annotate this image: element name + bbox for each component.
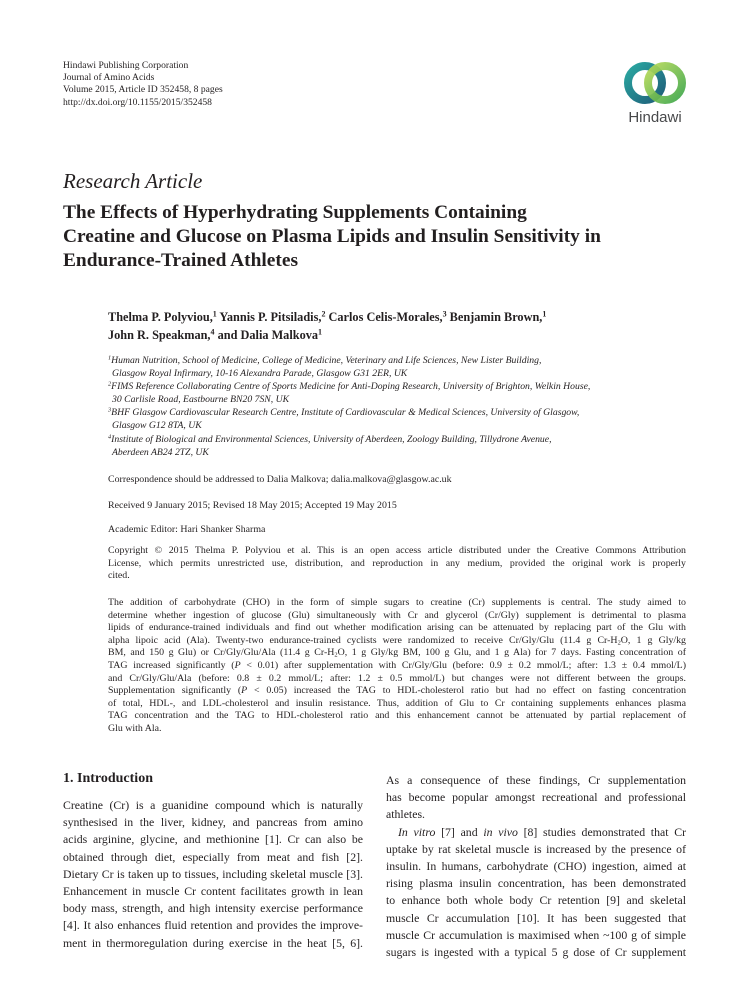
hindawi-logo xyxy=(612,56,698,136)
affil-line: Glasgow Royal Infirmary, 10-16 Alexandra Parade, Glasgow G31 2ER, UK xyxy=(112,368,408,380)
abstract-line: Glu with Ala. xyxy=(108,722,162,734)
body-line: muscle Cr accumulation is maximised when ~100 g of simple xyxy=(386,927,686,942)
dates: Received 9 January 2015; Revised 18 May 2015; Accepted 19 May 2015 xyxy=(108,500,397,511)
copyright-line: Copyright © 2015 Thelma P. Polyviou et al. This is an open access article distributed under the Creative Commons Attribution xyxy=(108,545,686,556)
abstract-line: and Cr/Gly/Glu/Ala (before: 0.8 ± 0.2 mmol/L; after: 1.2 ± 0.5 mmol/L) but changes were not different between the groups. xyxy=(108,672,686,684)
author-name: John R. Speakman, xyxy=(108,328,211,342)
affil-number: 3 xyxy=(108,406,112,414)
affil-line: Aberdeen AB24 2TZ, UK xyxy=(112,446,209,458)
article-title xyxy=(63,201,703,274)
author-name: Carlos Celis-Morales, xyxy=(328,310,443,324)
affiliations xyxy=(108,354,708,459)
abstract-line: determine whether ingestion of glucose (Glu) simultaneously with Cr and glycerol (Cr/Gly) supplement is detrimental to plasma xyxy=(108,609,686,621)
body-line: rising plasma insulin concentration, has been demonstrated xyxy=(386,876,686,891)
body-line: As a consequence of these findings, Cr supplementation xyxy=(386,773,686,787)
publisher: Hindawi Publishing Corporation xyxy=(63,60,189,71)
body-line: insulin. In humans, carbohydrate (CHO) ingestion, aimed at xyxy=(386,859,686,874)
correspondence: Correspondence should be addressed to Dalia Malkova; dalia.malkova@glasgow.ac.uk xyxy=(108,474,452,485)
title-line: Endurance-Trained Athletes xyxy=(63,250,299,272)
academic-editor: Academic Editor: Hari Shanker Sharma xyxy=(108,524,266,535)
body-line: Dietary Cr is taken up to tissues, including skeletal muscle [3]. xyxy=(63,866,363,881)
affil-marker: 1 xyxy=(212,309,217,319)
affil-line: FIMS Reference Collaborating Centre of Sports Medicine for Anti-Doping Research, University of Brighton, Welkin House, xyxy=(111,381,591,393)
body-line: [4]. It also enhances fluid retention and provides the improve- xyxy=(63,918,363,933)
author-list xyxy=(108,308,708,344)
abstract-line: alpha lipoic acid (Ala). Twenty-two endurance-trained cyclists were randomized to receive Cr/Gly/Glu (11.4 g $Cr-H_2O$, 1 g Gly/kg xyxy=(108,634,686,647)
doi-link[interactable]: http://dx.doi.org/10.1155/2015/352458 xyxy=(63,96,212,108)
body-line: athletes. xyxy=(386,807,425,822)
affiliation xyxy=(108,380,708,406)
body-line: Enhancement in muscle Cr content facilitates growth in lean xyxy=(63,884,363,899)
hindawi-rings-icon xyxy=(612,56,698,110)
affil-line: 30 Carlisle Road, Eastbourne BN20 7SN, UK xyxy=(112,394,290,406)
affil-number: 4 xyxy=(108,433,112,441)
author-name: Yannis P. Pitsiladis, xyxy=(219,310,322,324)
title-line: The Effects of Hyperhydrating Supplements Containing xyxy=(63,202,527,223)
body-column-right xyxy=(386,772,686,961)
copyright-line: cited. xyxy=(108,570,130,582)
abstract-line: TAG concentration and the TAG to HDL-cholesterol ratio and this enhancement cannot be attenuated by partial replacement of xyxy=(108,710,686,722)
body-line: to enhance both whole body Cr retention [9] and skeletal xyxy=(386,893,686,908)
body-line: acids arginine, glycine, and methionine [1]. Cr can also be xyxy=(63,832,363,847)
affil-marker: 3 xyxy=(442,309,447,319)
copyright-line: License, which permits unrestricted use, distribution, and reproduction in any medium, provided the original work is properly xyxy=(108,557,686,569)
author-name: Thelma P. Polyviou, xyxy=(108,310,213,324)
author-name: Benjamin Brown, xyxy=(449,310,543,324)
logo-text: Hindawi xyxy=(628,109,682,126)
body-line: In vitro [7] and in vivo [8] studies demonstrated that Cr xyxy=(398,824,687,839)
affil-marker: 4 xyxy=(210,327,215,337)
body-line: has become popular amongst recreational and professional xyxy=(386,790,686,805)
body-line: obtained through diet, especially from meat and fish [2]. xyxy=(63,849,363,864)
journal-meta xyxy=(63,60,223,109)
journal-name: Journal of Amino Acids xyxy=(63,72,155,84)
abstract-line: TAG increased significantly (P < 0.01) after supplementation with Cr/Gly/Glu (before: 0.9 ± 0.2 mmol/L; after: 1.3 ± 0.4 mmol/L) xyxy=(108,659,686,671)
affil-line: BHF Glasgow Cardiovascular Research Centre, Institute of Cardiovascular & Medical Sciences, University of Glasgow, xyxy=(111,407,580,419)
title-line: Creatine and Glucose on Plasma Lipids and Insulin Sensitivity in xyxy=(63,226,601,248)
affil-marker: 1 xyxy=(318,327,323,337)
author-name: and Dalia Malkova xyxy=(217,328,319,342)
section-heading-introduction: 1. Introduction xyxy=(63,771,153,786)
article-type: Research Article xyxy=(63,169,203,193)
body-line: synthesised in the liver, kidney, and pancreas from amino xyxy=(63,815,363,830)
body-line: ment in thermoregulation during exercise in the heat [5, 6]. xyxy=(63,935,363,950)
abstract-line: The addition of carbohydrate (CHO) in the form of simple sugars to creatine (Cr) supplements is central. The study aimed to xyxy=(108,597,686,608)
affiliation xyxy=(108,406,708,432)
body-line: muscle Cr accumulation [10]. It has been suggested that xyxy=(386,910,686,925)
affil-number: 2 xyxy=(108,380,112,388)
abstract-line: lipids of endurance-trained individuals and find out whether modification arising can be attenuated by replacing part of the Glu with xyxy=(108,622,686,634)
volume-line: Volume 2015, Article ID 352458, 8 pages xyxy=(63,84,223,96)
body-line: sugars is ingested with a typical 5 g dose of Cr supplement xyxy=(386,945,686,960)
affil-line: Glasgow G12 8TA, UK xyxy=(112,420,202,432)
body-line: body mass, strength, and high intensity exercise performance xyxy=(63,901,363,916)
affil-marker: 2 xyxy=(321,309,326,319)
affil-line: Human Nutrition, School of Medicine, College of Medicine, Veterinary and Life Sciences, New Lister Building, xyxy=(111,355,542,366)
affiliation xyxy=(108,354,708,380)
affil-number: 1 xyxy=(108,354,112,362)
copyright xyxy=(108,545,686,583)
affil-line: Institute of Biological and Environmental Sciences, University of Aberdeen, Zoology Building, Tillydrone Avenue, xyxy=(111,433,552,445)
body-line: uptake by rat skeletal muscle is increased by the presence of xyxy=(386,841,686,856)
abstract xyxy=(108,597,686,736)
abstract-line: BM, and 150 g Glu) or Cr/Gly/Glu/Ala (11.4 g $Cr-H_2O$, 1 g Gly/kg BM, 100 g Glu, and 1 g Ala) for 7 days. Fasting concentration of xyxy=(108,647,686,659)
abstract-line: Supplementation significantly (P < 0.05) increased the TAG to HDL-cholesterol ratio but had no effect on fasting concentration xyxy=(108,685,687,697)
abstract-line: of total, HDL-, and LDL-cholesterol and insulin resistance. Thus, addition of Glu to Cr containing supplements enhances plasma xyxy=(108,697,686,709)
body-column-left xyxy=(63,797,363,952)
affiliation xyxy=(108,433,708,459)
body-line: Creatine (Cr) is a guanidine compound which is naturally xyxy=(63,798,363,812)
affil-marker: 1 xyxy=(542,309,547,319)
